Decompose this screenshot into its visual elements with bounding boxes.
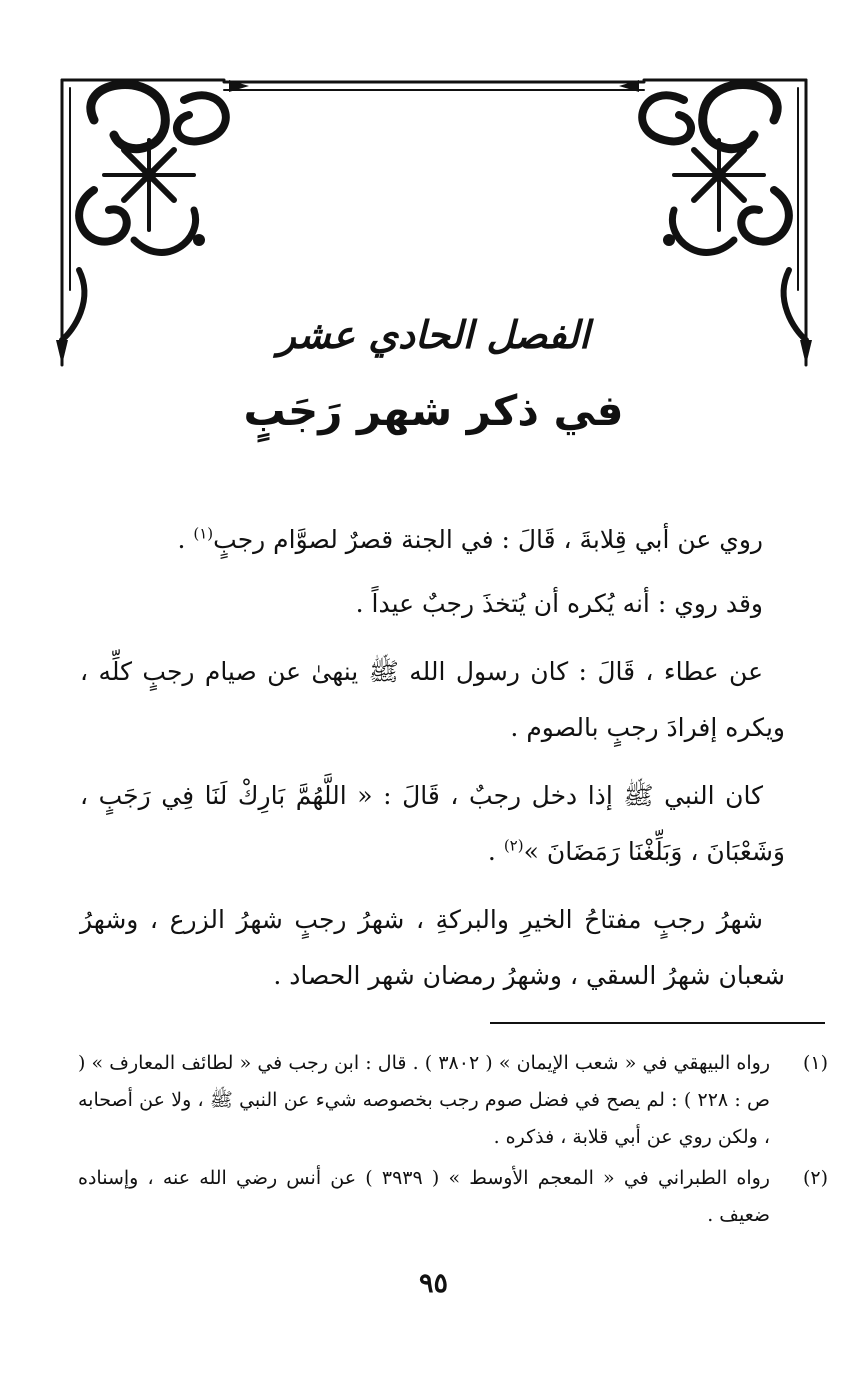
chapter-title: في ذكر شهر رَجَبٍ	[243, 386, 624, 435]
footnote-divider	[490, 1022, 825, 1024]
footnote-ref-2: (٢)	[503, 836, 524, 855]
paragraph-4-end: .	[487, 837, 504, 866]
paragraph-1-end: .	[177, 525, 194, 554]
paragraph-2: وقد روي : أنه يُكره أن يُتخذَ رجبٌ عيداً .	[355, 589, 763, 618]
paragraph-4-text: كان النبي ﷺ إذا دخل رجبٌ ، قَالَ : « اللَّهُمَّ بَارِكْ لَنَا فِي رَجَبٍ ، وَشَعْبَانَ ، وَبَلِّغْنَا رَمَضَانَ »	[80, 781, 785, 866]
footnote-text: رواه البيهقي في « شعب الإيمان » ( ٣٨٠٢ ) . قال : ابن رجب في « لطائف المعارف » ( ص : ٢٢٨ ) : لم يصح في فضل صوم رجب بخصوصه شيء عن النبي ﷺ ، ولا عن أصحابه ، ولكن روي عن أبي قلابة ، فذكره .	[78, 1052, 770, 1148]
footnote-ref-1: (١)	[193, 524, 214, 543]
paragraph-1-text: روي عن أبي قِلابةَ ، قَالَ : في الجنة قصرٌ لصوَّام رجبٍ	[213, 525, 763, 554]
main-text	[80, 512, 785, 1016]
footnote-number: (٢)	[802, 1167, 828, 1189]
footnote-2	[78, 1160, 828, 1234]
paragraph-5: شهرُ رجبٍ مفتاحُ الخيرِ والبركةِ ، شهرُ رجبٍ شهرُ الزرع ، وشهرُ شعبان شهرُ السقي ، وشهرُ رمضان شهر الحصاد .	[80, 905, 785, 990]
page-number: ٩٥	[418, 1268, 448, 1299]
footnote-number: (١)	[802, 1052, 828, 1074]
footnote-text: رواه الطبراني في « المعجم الأوسط » ( ٣٩٣٩ ) عن أنس رضي الله عنه ، وإسناده ضعيف .	[78, 1167, 770, 1226]
footnote-1	[78, 1045, 828, 1156]
paragraph-3: عن عطاء ، قَالَ : كان رسول الله ﷺ ينهىٰ عن صيام رجبٍ كلِّه ، ويكره إفرادَ رجبٍ بالصوم .	[80, 657, 785, 742]
paragraph-1	[80, 512, 785, 568]
footnotes	[78, 1045, 828, 1238]
paragraph-4	[80, 768, 785, 880]
chapter-label: الفصل الحادي عشر	[277, 312, 590, 357]
